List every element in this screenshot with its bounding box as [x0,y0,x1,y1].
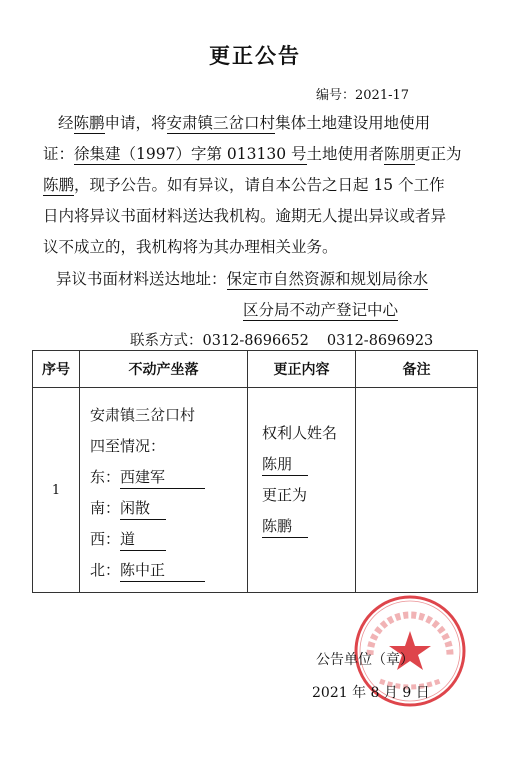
new-owner-name: 陈鹏 [43,176,75,194]
correction-cell [248,388,356,593]
address-line-1: 保定市自然资源和规划局徐水 [226,270,429,288]
para-line-4: 日内将异议书面材料送达我机构。逾期无人提出异议或者异 [43,207,447,225]
boundaries-label: 四至情况： [90,437,166,455]
west-boundary: 西：道 [90,524,241,555]
row-number: 1 [33,388,80,593]
announcement-paragraph [43,108,462,263]
north-boundary: 北：陈中正 [90,555,241,586]
para-line-3: 陈鹏，现予公告。如有异议，请自本公告之日起 15 个工作 [43,176,445,194]
south-boundary: 南：闲散 [90,493,241,524]
header-remark: 备注 [356,351,478,388]
issuer-signature: 公告单位（章） [316,652,414,668]
doc-number: 编号：2021-17 [316,88,410,103]
old-owner-name: 陈朋 [384,145,416,163]
table-row [33,388,478,593]
correction-field-label: 权利人姓名 [262,424,338,442]
contact-label: 联系方式： [130,333,203,349]
correction-arrow-text: 更正为 [262,486,308,504]
address-label: 异议书面材料送达地址： [56,270,227,288]
correction-old-value: 陈朋 [262,453,308,476]
header-no: 序号 [33,351,80,388]
certificate-number: 徐集建（1997）字第 013130 号 [74,145,307,163]
address-line-2: 区分局不动产登记中心 [243,301,399,319]
table-header-row [33,351,478,388]
correction-new-value: 陈鹏 [262,515,308,538]
para-line-5: 议不成立的，我机构将为其办理相关业务。 [43,238,338,256]
para-line-1: 经陈鹏申请，将安肃镇三岔口村集体土地建设用地使用 [58,114,431,132]
header-location: 不动产坐落 [80,351,248,388]
objection-address [56,264,428,326]
contact-info [130,329,433,350]
east-boundary: 东：西建军 [90,462,241,493]
applicant-name: 陈鹏 [73,114,105,132]
page-title: 更正公告 [209,44,301,68]
location-name: 安肃镇三岔口村 [166,114,276,132]
header-correction: 更正内容 [248,351,356,388]
phone-2: 0312-8696923 [326,333,434,349]
phone-1: 0312-8696652 [202,333,309,349]
remark-cell [356,388,478,593]
location-cell [80,388,248,593]
location-village: 安肃镇三岔口村 [90,406,196,424]
para-line-2: 证：徐集建（1997）字第 013130 号土地使用者陈朋更正为 [43,145,462,163]
correction-table [32,350,478,593]
issue-date: 2021 年 8 月 9 日 [312,685,430,701]
